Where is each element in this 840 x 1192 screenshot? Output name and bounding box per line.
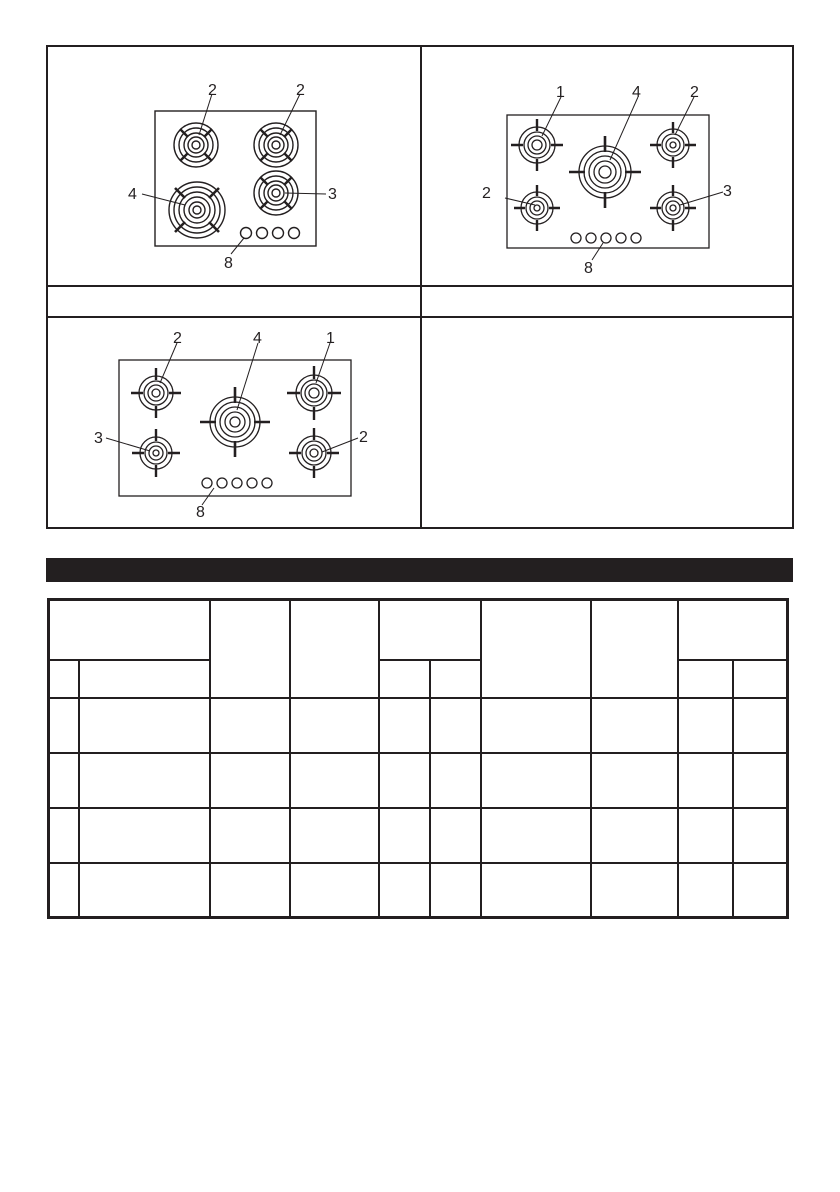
hob-5-burner-figure-b xyxy=(90,325,390,520)
callout-label: 8 xyxy=(196,504,205,520)
callout-label: 2 xyxy=(359,429,368,446)
callout-label: 2 xyxy=(208,82,217,99)
burner-wok xyxy=(200,387,270,457)
burner-wok xyxy=(569,136,641,208)
hob-5-burner-figure-a xyxy=(475,80,745,280)
control-knobs xyxy=(571,233,641,243)
burner-auxiliary xyxy=(131,368,181,418)
burner-auxiliary xyxy=(174,123,218,167)
section-header-bar xyxy=(46,558,793,582)
callout-label: 3 xyxy=(723,183,732,200)
callout-label: 4 xyxy=(128,186,137,203)
callout-label: 2 xyxy=(173,330,182,347)
burner-semi-rapid xyxy=(511,119,563,171)
callout-label: 3 xyxy=(94,430,103,447)
callout-label: 4 xyxy=(253,330,262,347)
callout-label: 8 xyxy=(584,260,593,277)
burner-auxiliary xyxy=(514,185,560,231)
callout-label: 3 xyxy=(328,186,337,203)
burner-auxiliary xyxy=(254,123,298,167)
callout-label: 2 xyxy=(690,84,699,101)
callout-label: 4 xyxy=(632,84,641,101)
control-knobs xyxy=(202,478,272,488)
burner-auxiliary xyxy=(650,122,696,168)
burner-rapid xyxy=(650,185,696,231)
callout-label: 1 xyxy=(326,330,335,347)
hob-4-burner-figure xyxy=(120,80,360,280)
callout-label: 2 xyxy=(482,185,491,202)
callout-label: 2 xyxy=(296,82,305,99)
callout-label: 8 xyxy=(224,255,233,272)
control-knobs xyxy=(241,228,300,239)
burner-wok xyxy=(169,182,225,238)
callout-label: 1 xyxy=(556,84,565,101)
burner-semi-rapid xyxy=(287,366,341,420)
burner-rapid xyxy=(132,429,180,477)
burner-auxiliary xyxy=(289,428,339,478)
